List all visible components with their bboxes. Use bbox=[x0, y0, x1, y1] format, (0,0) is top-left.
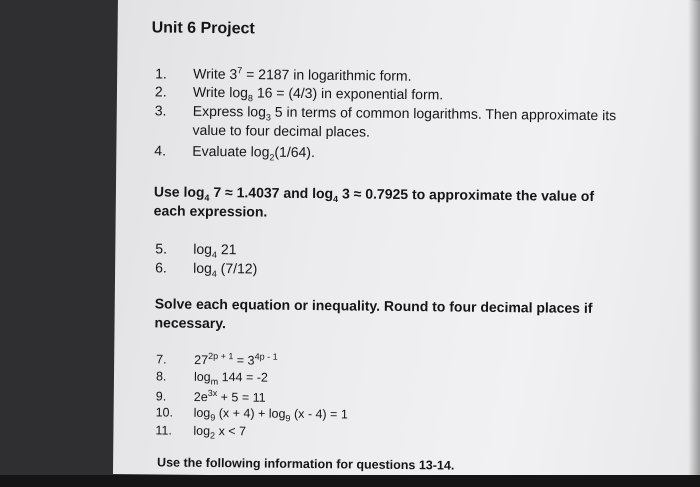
question-number: 6. bbox=[155, 259, 167, 276]
instruction-1-line-1: Use $\log_4 7 \approx 1.4037$ and $\log_4 3 \approx 0.7925$ to approximate the value of bbox=[153, 183, 595, 205]
question-text: $\log_2 x < 7$ bbox=[193, 423, 247, 441]
question-number: 9. bbox=[155, 389, 167, 404]
question-4 bbox=[154, 142, 315, 162]
question-number: 1. bbox=[155, 65, 167, 82]
page-edge-shadow bbox=[688, 0, 700, 487]
question-10 bbox=[156, 405, 348, 424]
question-number: 7. bbox=[156, 352, 167, 367]
question-number: 5. bbox=[155, 240, 168, 257]
question-text: Express $\log_3 5$ in terms of common logarithms. Then approximate its bbox=[192, 102, 617, 124]
question-5 bbox=[155, 240, 236, 260]
question-number: 4. bbox=[154, 142, 167, 159]
question-text: $27^{2p + 1} = 3^{4p - 1}$ bbox=[194, 350, 278, 368]
question-7 bbox=[156, 350, 278, 367]
question-3-line-2: value to four decimal places. bbox=[192, 121, 371, 140]
question-8 bbox=[156, 369, 268, 387]
question-number: 8. bbox=[155, 369, 167, 384]
question-number: 3. bbox=[154, 102, 167, 119]
question-number: 2. bbox=[154, 83, 167, 100]
question-11 bbox=[155, 423, 246, 440]
bottom-shadow bbox=[0, 475, 700, 487]
question-text: Write $3^7 = 2187$ in logarithmic form. bbox=[193, 65, 412, 84]
question-9 bbox=[156, 387, 266, 404]
question-number: 11. bbox=[155, 423, 172, 438]
question-text: $\log_9 (x + 4) + \log_9 (x - 4) = 1$ bbox=[193, 405, 348, 424]
instruction-2-line-1: Solve each equation or inequality. Round to four decimal places if bbox=[154, 295, 593, 316]
question-1 bbox=[155, 64, 412, 83]
question-text: $\log_4 (7/12)$ bbox=[193, 259, 258, 279]
instruction-3: Use the following information for questions 13-14. bbox=[157, 455, 455, 473]
question-text: Evaluate $\log_2(1/64)$. bbox=[192, 142, 315, 163]
question-text: Write $\log_8 16 = (4/3)$ in exponential form. bbox=[192, 83, 444, 104]
question-text: $\log_m 144 = -2$ bbox=[193, 369, 268, 387]
question-text: $2e^{3x} + 5 = 11$ bbox=[193, 387, 266, 405]
page-title: Unit 6 Project bbox=[151, 19, 255, 38]
question-number: 10. bbox=[155, 405, 174, 420]
instruction-1-line-2: each expression. bbox=[153, 202, 268, 220]
question-text: $\log_4 21$ bbox=[193, 240, 237, 260]
worksheet-page bbox=[113, 0, 700, 481]
question-6 bbox=[155, 259, 257, 279]
instruction-2-line-2: necessary. bbox=[154, 314, 227, 332]
